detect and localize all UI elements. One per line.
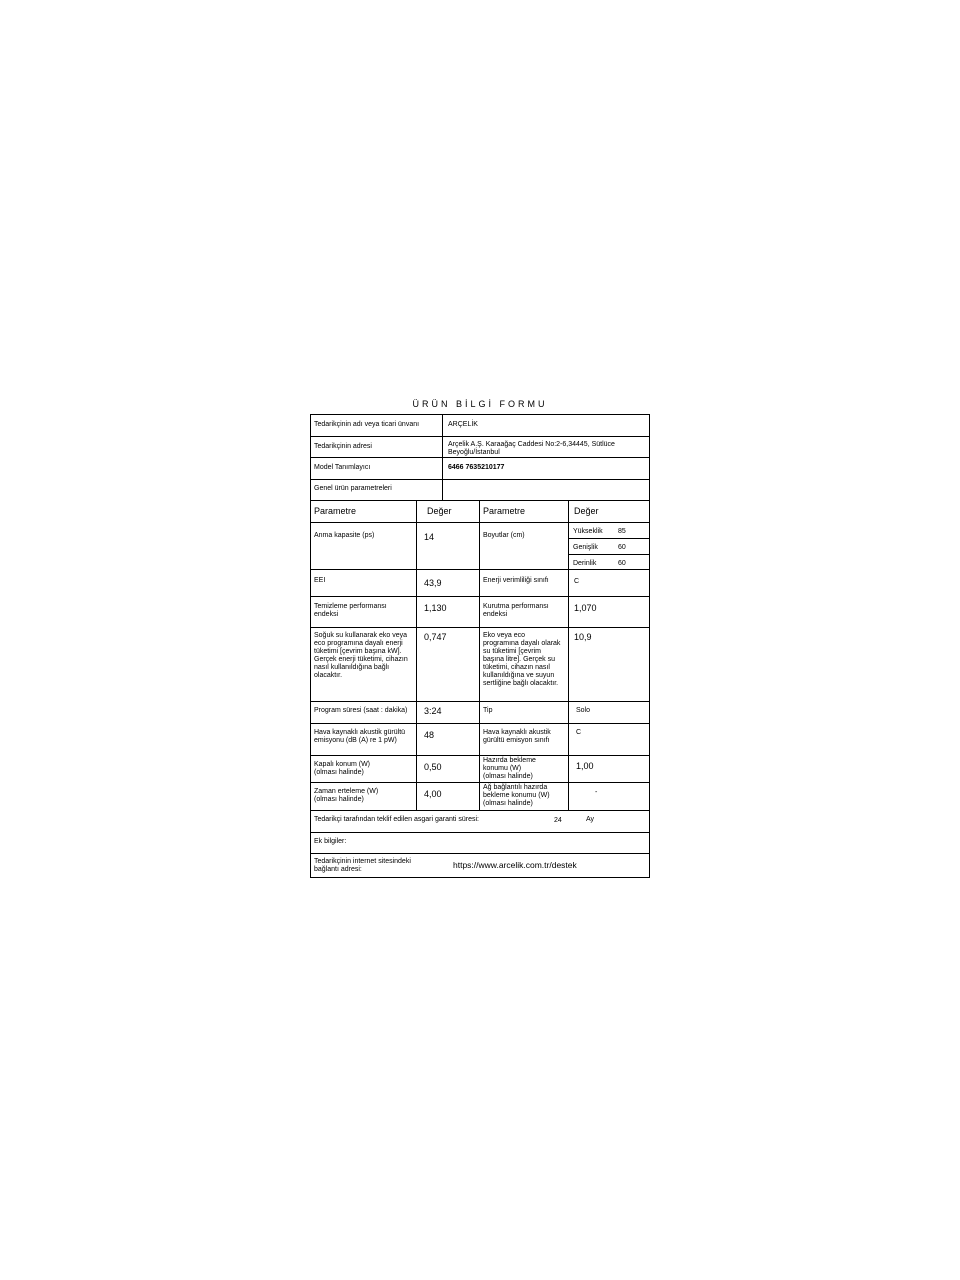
row-divider bbox=[310, 627, 650, 628]
off-mode-label: Kapalı konum (W) (olması halinde) bbox=[314, 761, 371, 776]
row-divider bbox=[568, 554, 650, 555]
width-value: 60 bbox=[618, 544, 626, 551]
supplier-address-value: Arçelik A.Ş. Karaağaç Caddesi No:2-6,34445, Sütlüce Beyoğlu/İstanbul bbox=[448, 441, 615, 456]
height-label: Yükseklik bbox=[573, 528, 603, 535]
col-header-value: Değer bbox=[427, 506, 452, 516]
model-label: Model Tanımlayıcı bbox=[314, 464, 371, 471]
column-divider bbox=[479, 500, 480, 810]
dimensions-label: Boyutlar (cm) bbox=[483, 532, 525, 539]
row-divider bbox=[310, 832, 650, 833]
column-divider bbox=[442, 436, 443, 500]
website-link[interactable]: https://www.arcelik.com.tr/destek bbox=[453, 860, 577, 870]
warranty-unit: Ay bbox=[586, 816, 595, 823]
supplier-name-label: Tedarikçinin adı veya ticari ünvanı bbox=[314, 421, 420, 428]
row-divider bbox=[310, 569, 650, 570]
energy-consumption-value: 0,747 bbox=[424, 632, 447, 642]
additional-info-label: Ek bilgiler: bbox=[314, 838, 347, 845]
delay-start-value: 4,00 bbox=[424, 789, 442, 799]
height-value: 85 bbox=[618, 528, 626, 535]
row-divider bbox=[310, 701, 650, 702]
energy-class-label: Enerji verimliliği sınıfı bbox=[483, 577, 549, 584]
energy-class-value: C bbox=[574, 578, 580, 585]
networked-standby-value: - bbox=[595, 789, 598, 796]
noise-value: 48 bbox=[424, 730, 435, 740]
water-consumption-value: 10,9 bbox=[574, 632, 592, 642]
model-value: 6466 7635210177 bbox=[448, 464, 505, 471]
form-title: ÜRÜN BİLGİ FORMU bbox=[412, 399, 548, 409]
rated-capacity-label: Anma kapasite (ps) bbox=[314, 532, 375, 539]
supplier-address-label: Tedarikçinin adresi bbox=[314, 443, 372, 450]
rated-capacity-value: 14 bbox=[424, 532, 435, 542]
width-label: Genişlik bbox=[573, 544, 598, 551]
supplier-name-value: ARÇELİK bbox=[448, 421, 478, 428]
noise-label: Hava kaynaklı akustik gürültü emisyonu (dB (A) re 1 pW) bbox=[314, 729, 406, 744]
col-header-value: Değer bbox=[574, 506, 599, 516]
col-header-param: Parametre bbox=[483, 506, 526, 516]
water-consumption-label: Eko veya eco programına dayalı olarak su tüketimi [çevrim başına litre]. Gerçek su tüketimi, cihazın nasıl kullanıldığına ve suyun sertliğine bağlı olacaktır. bbox=[483, 632, 561, 687]
general-params-label: Genel ürün parametreleri bbox=[314, 485, 392, 492]
row-divider bbox=[568, 538, 650, 539]
program-duration-value: 3:24 bbox=[424, 706, 442, 716]
row-divider bbox=[310, 810, 650, 811]
energy-consumption-label: Soğuk su kullanarak eko veya eco programına dayalı enerji tüketimi [çevrim başına kW]. Gerçek enerji tüketimi, cihazın nasıl kullanıldığına bağlı olacaktır. bbox=[314, 632, 408, 679]
row-divider bbox=[310, 457, 650, 458]
row-divider bbox=[310, 782, 650, 783]
standby-value: 1,00 bbox=[576, 761, 594, 771]
column-divider bbox=[416, 500, 417, 810]
noise-class-value: C bbox=[576, 729, 582, 736]
standby-label: Hazırda bekleme konumu (W) (olması halinde) bbox=[483, 757, 536, 780]
row-divider bbox=[310, 596, 650, 597]
row-divider bbox=[310, 500, 650, 501]
cleaning-index-label: Temizleme performansı endeksi bbox=[314, 603, 387, 618]
cleaning-index-value: 1,130 bbox=[424, 603, 447, 613]
drying-index-value: 1,070 bbox=[574, 603, 597, 613]
eei-value: 43,9 bbox=[424, 578, 442, 588]
drying-index-label: Kurutma performansı endeksi bbox=[483, 603, 549, 618]
warranty-value: 24 bbox=[554, 817, 562, 824]
row-divider bbox=[310, 436, 650, 437]
column-divider bbox=[442, 414, 443, 436]
depth-label: Derinlik bbox=[573, 560, 597, 567]
col-header-param: Parametre bbox=[314, 506, 357, 516]
row-divider bbox=[310, 479, 650, 480]
eei-label: EEI bbox=[314, 577, 326, 584]
warranty-label: Tedarikçi tarafından teklif edilen asgari garanti süresi: bbox=[314, 816, 479, 823]
depth-value: 60 bbox=[618, 560, 626, 567]
type-label: Tip bbox=[483, 707, 493, 714]
website-label: Tedarikçinin internet sitesindeki bağlantı adresi: bbox=[314, 858, 411, 873]
off-mode-value: 0,50 bbox=[424, 762, 442, 772]
row-divider bbox=[310, 723, 650, 724]
row-divider bbox=[310, 522, 650, 523]
row-divider bbox=[310, 853, 650, 854]
row-divider bbox=[310, 755, 650, 756]
noise-class-label: Hava kaynaklı akustik gürültü emisyon sınıfı bbox=[483, 729, 551, 744]
column-divider bbox=[568, 500, 569, 810]
type-value: Solo bbox=[576, 707, 591, 714]
networked-standby-label: Ağ bağlantılı hazırda bekleme konumu (W) (olması halinde) bbox=[483, 784, 550, 807]
program-duration-label: Program süresi (saat : dakika) bbox=[314, 707, 408, 714]
product-info-table bbox=[310, 414, 650, 878]
delay-start-label: Zaman erteleme (W) (olması halinde) bbox=[314, 788, 379, 803]
